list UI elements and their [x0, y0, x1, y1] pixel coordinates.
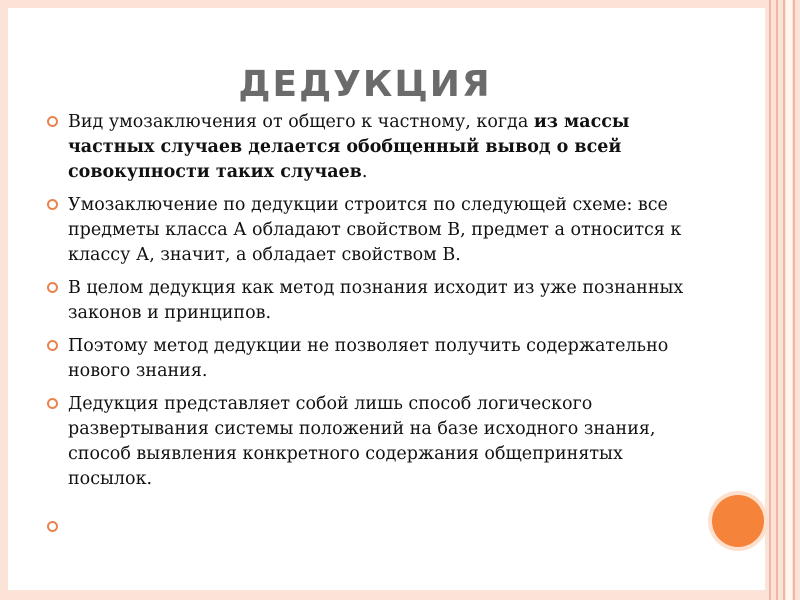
bullet-item	[44, 392, 704, 492]
circle-bullet-icon	[47, 116, 58, 127]
right-stripe-line	[793, 0, 795, 600]
frame-bottom-border	[0, 590, 800, 600]
circle-bullet-icon	[47, 340, 58, 351]
bullet-text: Дедукция представляет собой лишь способ логического развертывания системы положений на базе исходного знания, способ выявления конкретного содержания общепринятых посылок.	[68, 394, 656, 489]
right-stripe-gap	[786, 0, 792, 600]
bullet-bold-text: из массы частных случаев делается обобщенный вывод о всей совокупности таких случаев	[68, 112, 630, 182]
bullet-item	[44, 276, 704, 326]
frame-top-border	[0, 0, 800, 8]
empty-bullet-item	[44, 515, 64, 535]
bullet-list	[44, 110, 704, 500]
right-stripe-line	[776, 0, 778, 600]
bullet-text: Умозаключение по дедукции строится по следующей схеме: все предметы класса А обладают свойством В, предмет а относится к классу А, значит, а обладает свойством В.	[68, 195, 682, 265]
right-stripe-line	[783, 0, 785, 600]
bullet-text-end: .	[361, 162, 368, 182]
bullet-text: В целом дедукция как метод познания исходит из уже познанных законов и принципов.	[68, 278, 684, 323]
circle-bullet-icon	[47, 199, 58, 210]
bullet-item	[44, 193, 704, 268]
circle-bullet-icon	[47, 282, 58, 293]
bullet-text: Вид умозаключения от общего к частному, когда	[68, 112, 534, 132]
bullet-item	[44, 110, 704, 185]
bullet-item	[44, 334, 704, 384]
circle-bullet-icon	[47, 398, 58, 409]
slide-title: ДЕДУКЦИЯ	[238, 64, 492, 106]
orange-circle-icon	[712, 495, 764, 547]
right-stripe-line	[769, 0, 771, 600]
circle-bullet-icon	[47, 521, 58, 532]
bullet-text: Поэтому метод дедукции не позволяет получить содержательно нового знания.	[68, 336, 669, 381]
